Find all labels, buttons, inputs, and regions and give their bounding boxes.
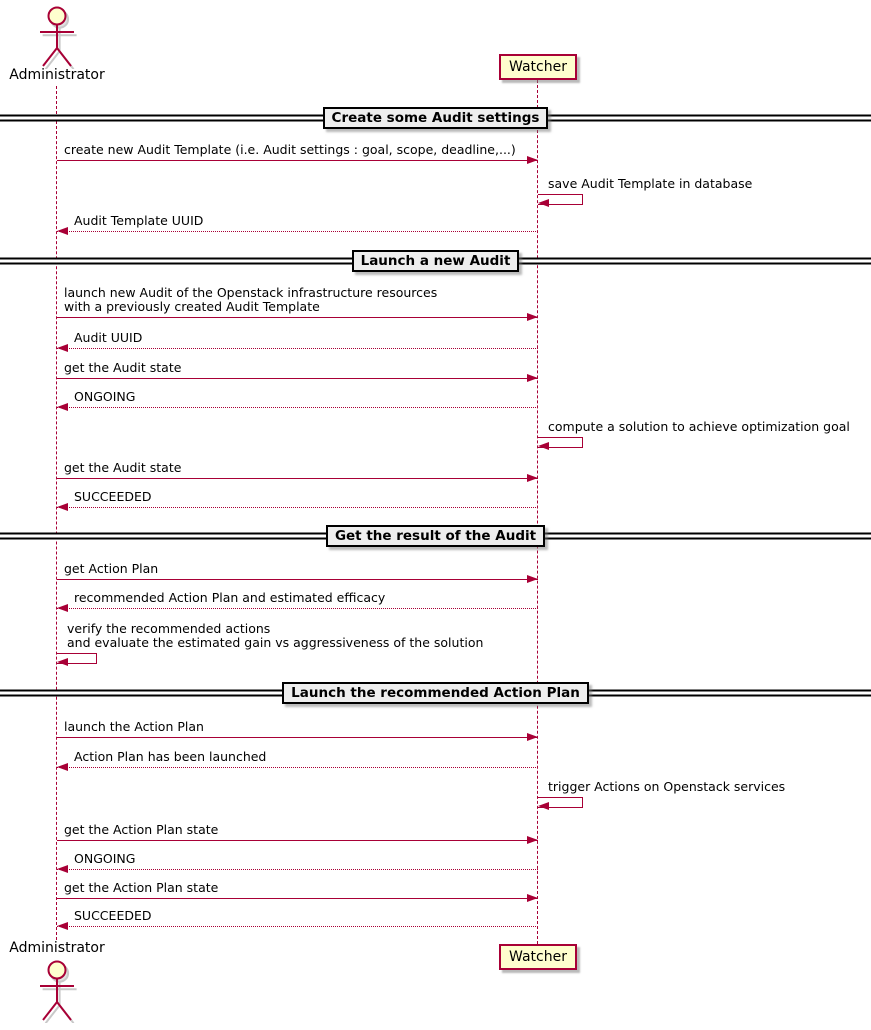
- message-text-line: ONGOING: [74, 851, 136, 866]
- message-text-line: create new Audit Template (i.e. Audit settings : goal, scope, deadline,...): [64, 142, 516, 157]
- message-text-line: save Audit Template in database: [548, 176, 753, 191]
- solid-message-line: [57, 840, 538, 841]
- arrowhead-icon: [57, 658, 68, 666]
- message-text: [74, 490, 151, 504]
- section-divider: [0, 525, 871, 547]
- message-text: [64, 143, 516, 157]
- arrowhead-icon: [527, 156, 538, 164]
- return-message-line: [57, 407, 538, 408]
- section-divider: [0, 107, 871, 129]
- message-text: [548, 780, 785, 794]
- arrowhead-icon: [527, 474, 538, 482]
- divider-label: Launch the recommended Action Plan: [282, 682, 589, 704]
- divider-label: Get the result of the Audit: [326, 525, 545, 547]
- message-text-line: ONGOING: [74, 389, 136, 404]
- message-text: [64, 720, 204, 734]
- return-message-line: [57, 608, 538, 609]
- message-text: [74, 750, 266, 764]
- return-message-line: [57, 767, 538, 768]
- solid-message-line: [57, 579, 538, 580]
- message-text-line: trigger Actions on Openstack services: [548, 779, 786, 794]
- message-text-line: compute a solution to achieve optimization goal: [548, 419, 850, 434]
- participant-watcher-top: Watcher: [499, 54, 577, 80]
- message-text: [74, 909, 151, 923]
- message-text-line: with a previously created Audit Template: [64, 299, 320, 314]
- message-text: [64, 823, 218, 837]
- arrowhead-icon: [538, 199, 549, 207]
- section-divider: [0, 250, 871, 272]
- message-text-line: get Action Plan: [64, 561, 159, 576]
- participant-watcher-bottom: Watcher: [499, 944, 577, 970]
- message-text: [74, 852, 135, 866]
- message-text: [67, 622, 483, 650]
- arrowhead-icon: [538, 802, 549, 810]
- solid-message-line: [57, 317, 538, 318]
- section-divider: [0, 682, 871, 704]
- arrowhead-icon: [527, 374, 538, 382]
- return-message-line: [57, 348, 538, 349]
- message-text: [64, 562, 158, 576]
- message-text-line: Audit Template UUID: [74, 213, 204, 228]
- solid-message-line: [57, 737, 538, 738]
- arrowhead-icon: [57, 403, 68, 411]
- message-text-line: recommended Action Plan and estimated efficacy: [74, 590, 386, 605]
- solid-message-line: [57, 160, 538, 161]
- solid-message-line: [57, 898, 538, 899]
- message-text-line: Action Plan has been launched: [74, 749, 267, 764]
- arrowhead-icon: [57, 604, 68, 612]
- message-text: [74, 214, 203, 228]
- message-text-line: get the Audit state: [64, 460, 182, 475]
- arrowhead-icon: [57, 763, 68, 771]
- message-text-line: SUCCEEDED: [74, 908, 152, 923]
- message-text: [64, 461, 181, 475]
- administrator-actor-icon: [25, 957, 89, 1023]
- return-message-line: [57, 507, 538, 508]
- arrowhead-icon: [527, 894, 538, 902]
- message-text: [548, 420, 850, 434]
- message-text-line: and evaluate the estimated gain vs aggressiveness of the solution: [67, 635, 484, 650]
- message-text: [74, 390, 135, 404]
- return-message-line: [57, 231, 538, 232]
- arrowhead-icon: [538, 442, 549, 450]
- return-message-line: [57, 926, 538, 927]
- solid-message-line: [57, 378, 538, 379]
- lifeline-watcher: [537, 80, 538, 944]
- message-text: [64, 361, 181, 375]
- message-text-line: get the Action Plan state: [64, 822, 219, 837]
- return-message-line: [57, 869, 538, 870]
- message-text: [64, 286, 437, 314]
- arrowhead-icon: [57, 865, 68, 873]
- message-text: [74, 591, 385, 605]
- arrowhead-icon: [57, 344, 68, 352]
- message-text-line: SUCCEEDED: [74, 489, 152, 504]
- message-text: [74, 331, 142, 345]
- actor-label-administrator-top: Administrator: [9, 67, 105, 83]
- arrowhead-icon: [57, 227, 68, 235]
- solid-message-line: [57, 478, 538, 479]
- actor-label-administrator-bottom: Administrator: [9, 940, 105, 956]
- message-text-line: launch the Action Plan: [64, 719, 204, 734]
- message-text-line: verify the recommended actions: [67, 621, 271, 636]
- arrowhead-icon: [527, 733, 538, 741]
- message-text: [548, 177, 752, 191]
- arrowhead-icon: [527, 836, 538, 844]
- message-text: [64, 881, 218, 895]
- divider-label: Create some Audit settings: [323, 107, 549, 129]
- arrowhead-icon: [527, 575, 538, 583]
- lifeline-administrator: [56, 86, 57, 940]
- message-text-line: get the Audit state: [64, 360, 182, 375]
- arrowhead-icon: [57, 503, 68, 511]
- message-text-line: get the Action Plan state: [64, 880, 219, 895]
- arrowhead-icon: [527, 313, 538, 321]
- message-text-line: launch new Audit of the Openstack infrastructure resources: [64, 285, 438, 300]
- divider-label: Launch a new Audit: [352, 250, 520, 272]
- message-text-line: Audit UUID: [74, 330, 143, 345]
- administrator-actor-icon: [25, 3, 89, 69]
- arrowhead-icon: [57, 922, 68, 930]
